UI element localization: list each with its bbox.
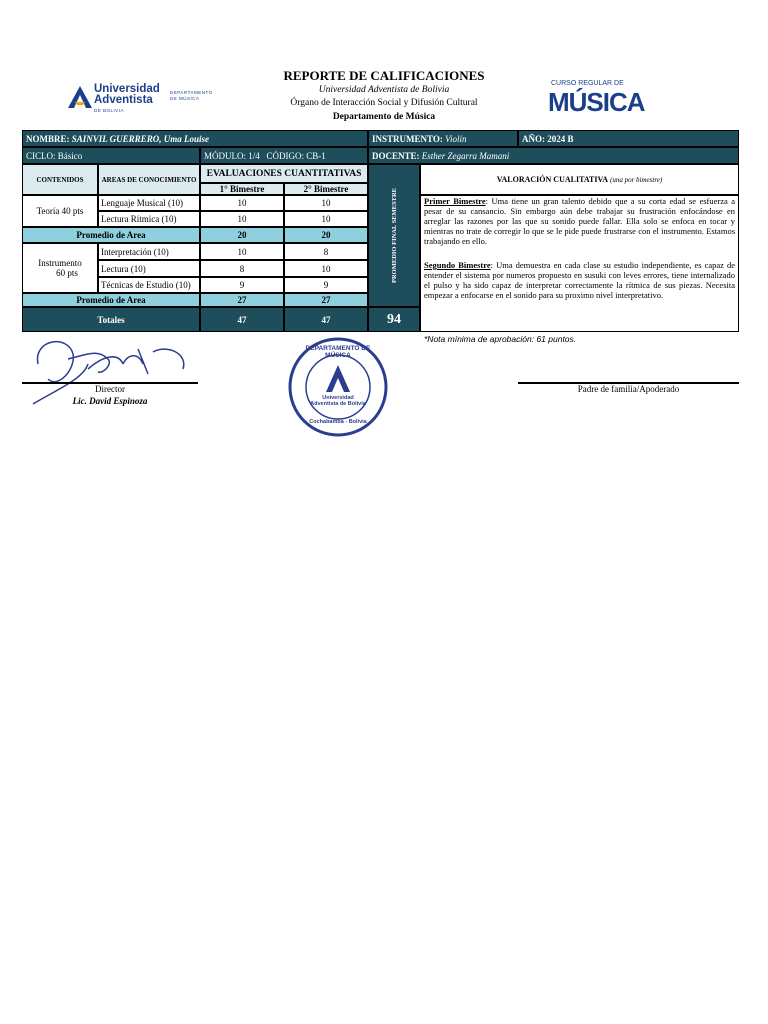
score-cell: 10 <box>200 243 284 260</box>
totales-label: Totales <box>22 307 200 332</box>
stamp-mid <box>308 395 368 407</box>
second-bimester-text: : Uma demuestra en cada clase su estudio independiente, es capaz de entender el sistema por numeros propuesto en susuki con leves errores, tiene internalizado el pulso y ha sido capaz de interpretar correctamente la rítmica de sus piezas. Necesita empezar a enfocarse en el sonido para su proximo nivel interpretativo. <box>424 260 735 300</box>
stamp-mid2: Adventista de Bolivia <box>310 401 366 407</box>
score-cell: 10 <box>284 211 368 227</box>
cualitativa-note: (una por bimestre) <box>609 175 663 184</box>
instrumento-label: INSTRUMENTO: <box>372 133 443 144</box>
university-name: Universidad Adventista de Bolivia <box>318 85 450 95</box>
area-tecnicas-estudio: Técnicas de Estudio (10) <box>98 277 200 293</box>
department-stamp <box>288 337 388 437</box>
music-logo <box>548 80 658 116</box>
score-cell: 8 <box>200 260 284 277</box>
uni-logo-line2: Adventista <box>94 94 153 106</box>
department-name: Departamento de Música <box>332 112 436 122</box>
score-cell: 9 <box>200 277 284 293</box>
instrumento-value: Violín <box>445 133 467 144</box>
instrumento-line2: 60 pts <box>56 268 78 278</box>
promedio-b2: 20 <box>284 227 368 243</box>
nombre-value: SAINVIL GUERRERO, Uma Louise <box>71 133 209 144</box>
parent-label: Padre de familia/Apoderado <box>577 384 680 394</box>
instrumento-line1: Instrumento <box>38 258 82 268</box>
teacher-cell <box>368 147 739 164</box>
stamp-bottom-text: Cochabamba - Bolivia <box>309 419 367 425</box>
music-logo-top: CURSO REGULAR DE <box>551 80 624 87</box>
director-name: Lic. David Espinoza <box>72 396 148 406</box>
score-cell: 8 <box>284 243 368 260</box>
col-contenidos: CONTENIDOS <box>22 164 98 195</box>
uni-logo-line3: DE BOLIVIA <box>94 108 125 113</box>
university-a-icon <box>68 86 92 108</box>
promedio-final-label: PROMEDIO FINAL SEMESTRE <box>390 188 398 283</box>
score-cell: 10 <box>284 260 368 277</box>
score-cell: 10 <box>200 211 284 227</box>
col-evaluaciones: EVALUACIONES CUANTITATIVAS <box>200 164 368 183</box>
promedio-b2: 27 <box>284 293 368 307</box>
report-title: REPORTE DE CALIFICACIONES <box>283 68 485 83</box>
codigo-value: CÓDIGO: CB-1 <box>266 150 326 161</box>
col-bimestre-1: 1° Bimestre <box>200 183 284 195</box>
score-cell: 10 <box>284 195 368 211</box>
modulo-value: MÓDULO: 1/4 <box>204 150 260 161</box>
score-cell: 10 <box>200 195 284 211</box>
approval-note: *Nota mínima de aprobación: 61 puntos. <box>424 334 577 344</box>
uni-logo-dept2: DE MÚSICA <box>170 96 200 101</box>
area-interpretacion: Interpretación (10) <box>98 243 200 260</box>
col-areas: AREAS DE CONOCIMIENTO <box>98 164 200 195</box>
group-teoria: Teoría 40 pts <box>22 195 98 227</box>
year-cell: AÑO: 2024 B <box>518 130 739 147</box>
total-b2: 47 <box>284 307 368 332</box>
promedio-area-teoria: Promedio de Area <box>22 227 200 243</box>
first-bimester-label: Primer Bimestre <box>424 196 486 206</box>
music-logo-main: MÚSICA <box>548 87 645 117</box>
qualitative-first <box>424 196 735 246</box>
cualitativa-label: VALORACIÓN CUALITATIVA <box>496 175 608 184</box>
university-logo <box>68 82 218 112</box>
qualitative-box <box>420 195 739 332</box>
final-grade: 94 <box>368 307 420 332</box>
uni-logo-line1: Universidad <box>94 83 160 95</box>
module-code-cell <box>200 147 368 164</box>
col-bimestre-2: 2° Bimestre <box>284 183 368 195</box>
uni-logo-dept1: DEPARTAMENTO <box>170 90 213 95</box>
col-promedio-final <box>368 164 420 307</box>
col-cualitativa <box>420 164 739 195</box>
area-lectura: Lectura (10) <box>98 260 200 277</box>
area-lectura-ritmica: Lectura Rítmica (10) <box>98 211 200 227</box>
first-bimester-text: : Uma tiene un gran talento debido que a su corta edad se esfuerza a pesar de su cansancio. Sin embargo aún debe trabajar su frustración enfocándose en arreglar las razones por las que su sonido puede fallar. Ella solo se enfoca en tocar y mientras no trate de corregir lo que se le pide puede frustrarse con el instrumento. Estamos trabajando en ello. <box>424 196 735 246</box>
promedio-area-instrumento: Promedio de Area <box>22 293 200 307</box>
group-instrumento <box>22 243 98 293</box>
cycle-cell: CICLO: Básico <box>22 147 200 164</box>
stamp-mid1: Universidad <box>322 395 354 401</box>
promedio-b1: 27 <box>200 293 284 307</box>
score-cell: 9 <box>284 277 368 293</box>
docente-label: DOCENTE: <box>372 150 420 161</box>
docente-value: Esther Zegarra Mamani <box>421 150 510 161</box>
director-role: Director <box>95 384 125 394</box>
nombre-label: NOMBRE: <box>26 133 70 144</box>
area-lenguaje-musical: Lenguaje Musical (10) <box>98 195 200 211</box>
qualitative-second <box>424 260 735 300</box>
student-name-cell <box>22 130 368 147</box>
second-bimester-label: Segundo Bimestre <box>424 260 491 270</box>
organ-name: Órgano de Interacción Social y Difusión Cultural <box>290 98 478 108</box>
instrument-cell <box>368 130 518 147</box>
total-b1: 47 <box>200 307 284 332</box>
promedio-b1: 20 <box>200 227 284 243</box>
stamp-top-text: DEPARTAMENTO DE MÚSICA <box>305 345 371 359</box>
